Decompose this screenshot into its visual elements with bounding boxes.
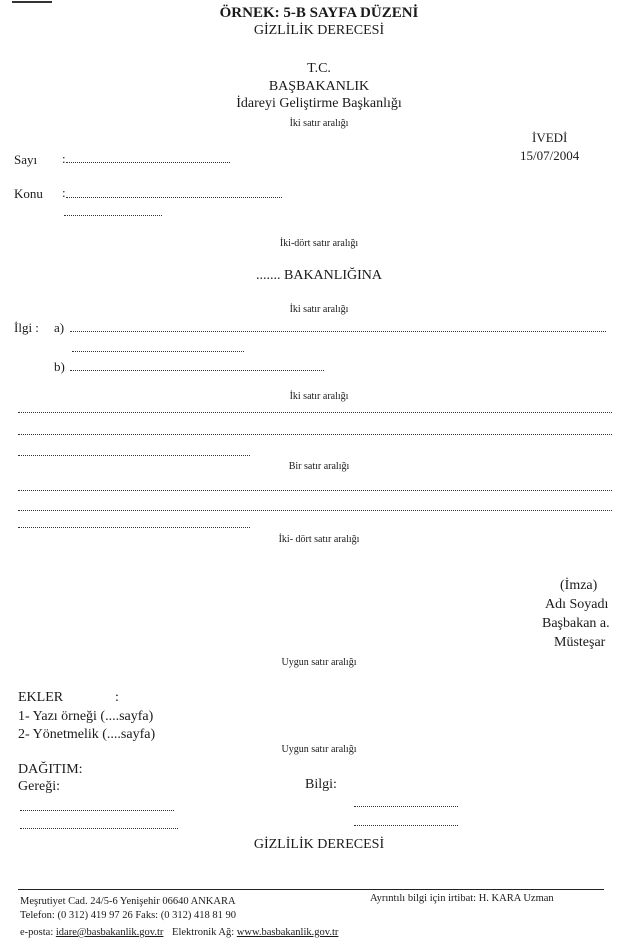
spacing-note: İki satır aralığı xyxy=(289,391,349,402)
signer-name: Adı Soyadı xyxy=(545,597,609,612)
footer-contact: Ayrıntılı bilgi için irtibat: H. KARA Uzman xyxy=(370,893,554,904)
spacing-note: İki satır aralığı xyxy=(289,304,349,315)
bilgi-label: Bilgi: xyxy=(305,777,337,792)
konu-field-line-2 xyxy=(64,215,162,216)
ilgi-a-label: a) xyxy=(54,320,65,335)
bilgi-line-2 xyxy=(354,825,458,826)
web-label: Elektronik Ağ: xyxy=(172,927,235,938)
web-link[interactable]: www.basbakanlik.gov.tr xyxy=(236,927,339,938)
body-line-6 xyxy=(18,527,250,528)
signer-title-1: Başbakan a. xyxy=(542,616,610,631)
signer-title-2: Müsteşar xyxy=(554,635,606,650)
ilgi-a-line-1 xyxy=(70,331,606,332)
sayi-label: Sayı xyxy=(14,152,38,167)
konu-label: Konu xyxy=(14,186,43,201)
attachments-label: EKLER xyxy=(18,690,64,705)
ilgi-a-line-2 xyxy=(72,351,244,352)
spacing-note: İki-dört satır aralığı xyxy=(279,238,359,249)
email-label: e-posta: xyxy=(20,927,54,938)
date-value: 15/07/2004 xyxy=(520,148,580,163)
addressee: ....... BAKANLIĞINA xyxy=(256,268,382,283)
attachments-colon: : xyxy=(115,690,119,705)
classification-bottom: GİZLİLİK DERECESİ xyxy=(253,837,385,852)
signature-imza: (İmza) xyxy=(560,578,598,593)
ilgi-label: İlgi : xyxy=(14,320,39,335)
department-name: İdareyi Geliştirme Başkanlığı xyxy=(236,96,402,111)
spacing-note: İki- dört satır aralığı xyxy=(278,534,360,545)
gere-line-2 xyxy=(20,828,178,829)
footer-phone: Telefon: (0 312) 419 97 26 Faks: (0 312) 418 81 90 xyxy=(20,910,236,921)
distribution-label: DAĞITIM: xyxy=(18,762,83,777)
footer-email-row xyxy=(20,927,338,938)
konu-colon: : xyxy=(62,185,66,200)
page-title: ÖRNEK: 5-B SAYFA DÜZENİ xyxy=(219,5,419,21)
spacing-note: İki satır aralığı xyxy=(289,118,349,129)
sayi-field-line xyxy=(66,162,230,163)
body-line-5 xyxy=(18,510,612,511)
tc-label: T.C. xyxy=(307,61,331,76)
footer-address: Meşrutiyet Cad. 24/5-6 Yenişehir 06640 ANKARA xyxy=(20,896,236,907)
ilgi-b-line xyxy=(70,370,324,371)
body-line-1 xyxy=(18,412,612,413)
konu-field-line-1 xyxy=(66,197,282,198)
ministry-name: BAŞBAKANLIK xyxy=(268,79,370,94)
top-scan-mark xyxy=(12,1,52,3)
attachment-item: 2- Yönetmelik (....sayfa) xyxy=(18,727,156,742)
email-link[interactable]: idare@basbakanlik.gov.tr xyxy=(55,927,164,938)
body-line-3 xyxy=(18,455,250,456)
footer-divider xyxy=(18,889,604,890)
urgent-label: İVEDİ xyxy=(532,130,568,145)
spacing-note: Bir satır aralığı xyxy=(288,461,350,472)
gere-label: Gereği: xyxy=(18,779,60,794)
sayi-colon: : xyxy=(62,151,66,166)
attachment-item: 1- Yazı örneği (....sayfa) xyxy=(18,709,154,724)
ilgi-b-label: b) xyxy=(54,359,65,374)
spacing-note: Uygun satır aralığı xyxy=(281,657,357,668)
body-line-4 xyxy=(18,490,612,491)
gere-line-1 xyxy=(20,810,174,811)
classification-top: GİZLİLİK DERECESİ xyxy=(253,23,385,38)
spacing-note: Uygun satır aralığı xyxy=(281,744,357,755)
body-line-2 xyxy=(18,434,612,435)
bilgi-line-1 xyxy=(354,806,458,807)
